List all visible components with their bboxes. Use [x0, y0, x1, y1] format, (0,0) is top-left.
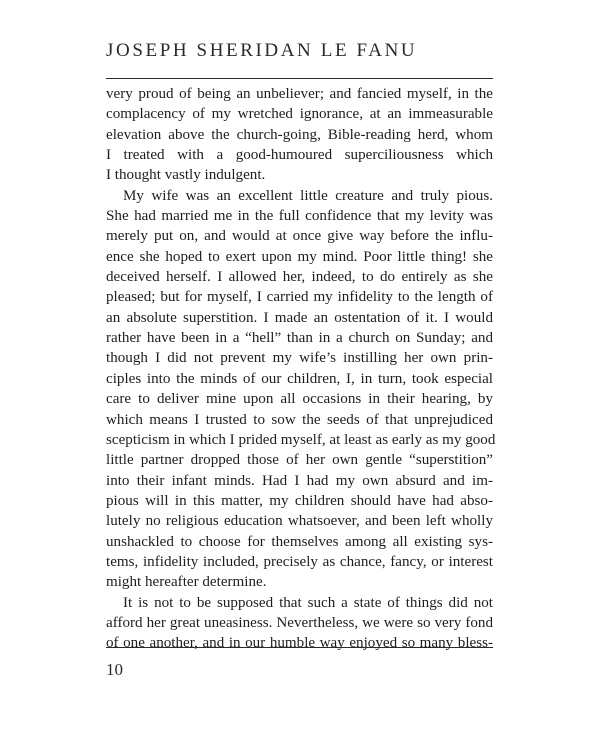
text-line: I treated with a good-humoured superciliousness which	[106, 147, 493, 164]
text-line: deceived herself. I allowed her, indeed, to do entirely as she	[106, 269, 493, 286]
text-line: tems, infidelity included, precisely as chance, fancy, or interest	[106, 553, 493, 570]
footer-rule	[106, 647, 493, 648]
text-line: ence she hoped to exert upon my mind. Poor little thing! she	[106, 248, 493, 265]
text-line: into their infant minds. Had I had my own absurd and im-	[106, 472, 493, 489]
text-line: an absolute superstition. I made an ostentation of it. I would	[106, 309, 493, 326]
text-line: scepticism in which I prided myself, at least as early as my good	[106, 431, 496, 448]
text-line: It is not to be supposed that such a state of things did not	[123, 594, 493, 611]
text-line: which means I trusted to sow the seeds of that unprejudiced	[106, 411, 493, 428]
paragraph	[106, 186, 496, 593]
page-number: 10	[106, 660, 123, 679]
text-line: might hereafter determine.	[106, 574, 267, 591]
text-line: ciples into the minds of our children, I, in turn, took especial	[106, 370, 493, 387]
text-line: rather have been in a “hell” than in a church on Sunday; and	[106, 330, 493, 347]
body-text	[106, 84, 496, 654]
text-line: afford her great uneasiness. Nevertheless, we were so very fond	[106, 614, 493, 631]
text-line: though I did not prevent my wife’s instilling her own prin-	[106, 350, 493, 367]
text-line: of one another, and in our humble way enjoyed so many bless-	[106, 635, 493, 652]
text-line: unshackled to choose for themselves among all existing sys-	[106, 533, 493, 550]
header-rule	[106, 78, 493, 79]
text-line: merely put on, and would at once give way before the influ-	[106, 228, 493, 245]
running-head: JOSEPH SHERIDAN LE FANU	[106, 40, 418, 61]
text-line: complacency of my wretched ignorance, at an immeasurable	[106, 106, 493, 123]
text-line: pleased; but for myself, I carried my infidelity to the length of	[106, 289, 493, 306]
text-line: little partner dropped those of her own gentle “superstition”	[106, 452, 493, 469]
text-line: very proud of being an unbeliever; and fancied myself, in the	[106, 86, 493, 102]
text-line: She had married me in the full confidence that my levity was	[106, 208, 493, 225]
text-line: I thought vastly indulgent.	[106, 167, 266, 184]
text-line: care to deliver mine upon all occasions in their hearing, by	[106, 391, 493, 408]
text-line: lutely no religious education whatsoever, and been left wholly	[106, 513, 493, 530]
text-line: My wife was an excellent little creature and truly pious.	[123, 187, 493, 204]
text-line: pious will in this matter, my children should have had abso-	[106, 492, 493, 509]
text-line: elevation above the church-going, Bible-reading herd, whom	[106, 126, 493, 143]
paragraph	[106, 593, 493, 654]
paragraph	[106, 84, 493, 186]
